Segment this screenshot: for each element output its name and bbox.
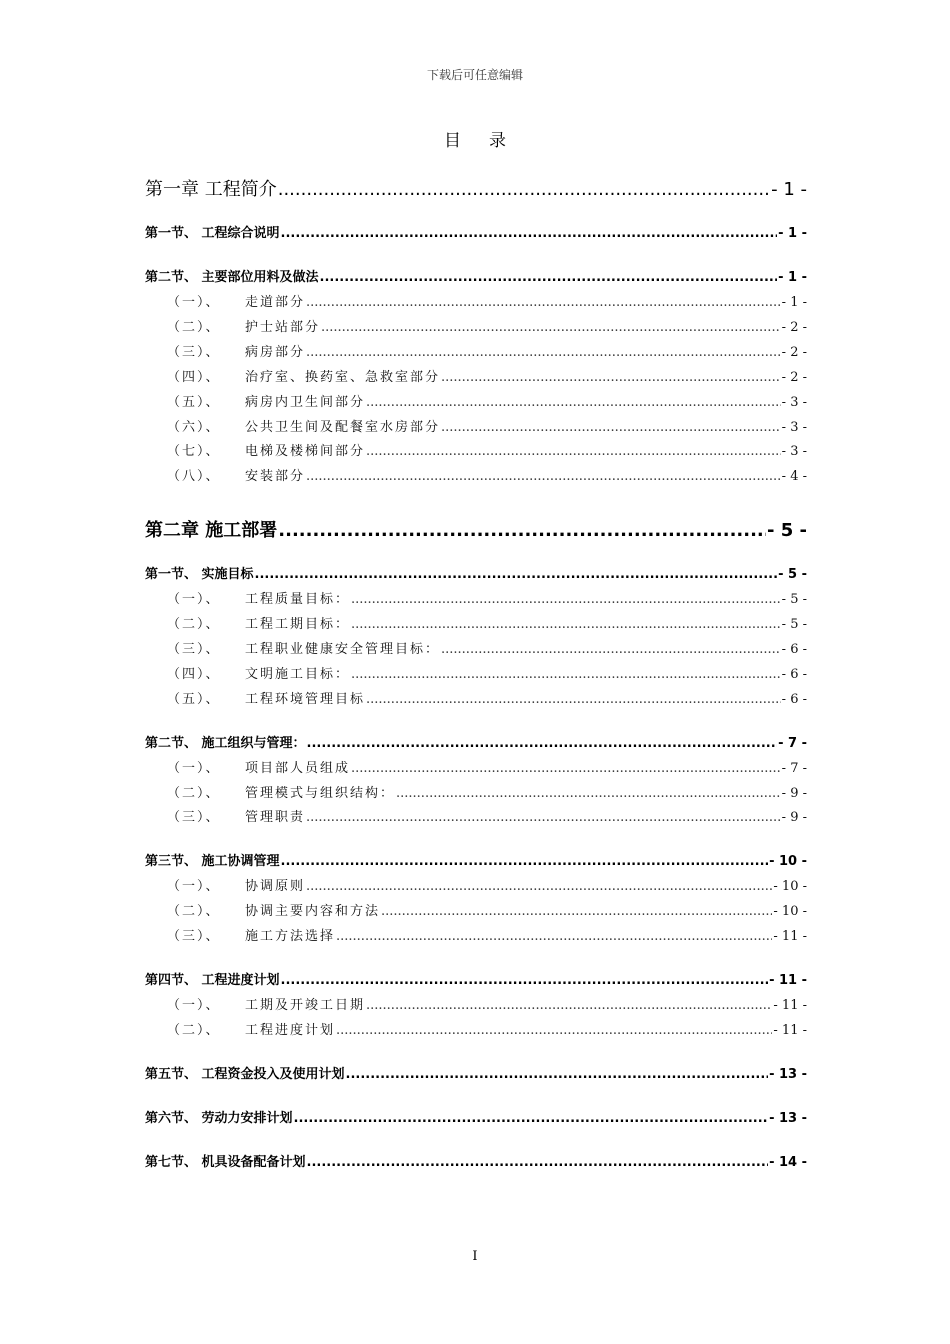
toc-item-label: 协调主要内容和方法 xyxy=(245,904,381,919)
toc-leader-dots xyxy=(281,852,769,872)
toc-leader-dots xyxy=(396,784,781,804)
toc-item-label: 协调原则 xyxy=(245,879,306,894)
toc-item-label: 电梯及楼梯间部分 xyxy=(245,444,366,459)
toc-page-number: - 11 - xyxy=(773,929,807,944)
toc-page-number: - 11 - xyxy=(773,998,807,1013)
toc-item-number: （三）、 xyxy=(167,345,221,360)
toc-chapter-label: 第二章 施工部署 xyxy=(145,520,278,541)
toc-item-number: （一）、 xyxy=(167,295,221,310)
toc-item[interactable] xyxy=(145,640,807,660)
toc-leader-dots xyxy=(381,902,772,922)
toc-section-label: 第七节、 机具设备配备计划 xyxy=(145,1155,306,1170)
toc-page-number: - 7 - xyxy=(781,761,807,776)
toc-item-number: （二）、 xyxy=(167,786,221,801)
toc-leader-dots xyxy=(441,640,781,660)
toc-item[interactable] xyxy=(145,442,807,462)
toc-section[interactable] xyxy=(145,565,807,585)
toc-item[interactable] xyxy=(145,902,807,922)
toc-item-number: （五）、 xyxy=(167,395,221,410)
toc-item-number: （八）、 xyxy=(167,469,221,484)
toc-leader-dots xyxy=(321,318,781,338)
toc-leader-dots xyxy=(366,996,772,1016)
toc-section[interactable] xyxy=(145,268,807,288)
toc-item[interactable] xyxy=(145,293,807,313)
toc-item-label: 病房内卫生间部分 xyxy=(245,395,366,410)
toc-item-number: （二）、 xyxy=(167,1023,221,1038)
toc-leader-dots xyxy=(366,442,781,462)
toc-page-number: - 13 - xyxy=(769,1067,807,1082)
toc-section-label: 第二节、 主要部位用料及做法 xyxy=(145,270,319,285)
toc-leader-dots xyxy=(441,418,781,438)
toc-section-label: 第六节、 劳动力安排计划 xyxy=(145,1111,293,1126)
toc-chapter-2[interactable] xyxy=(145,518,807,544)
toc-page-number: - 2 - xyxy=(781,320,807,335)
toc-leader-dots xyxy=(336,927,772,947)
toc-leader-dots xyxy=(351,615,781,635)
toc-leader-dots xyxy=(278,177,770,203)
toc-section-label: 第四节、 工程进度计划 xyxy=(145,973,280,988)
toc-leader-dots xyxy=(366,690,781,710)
toc-item-number: （三）、 xyxy=(167,642,221,657)
toc-item-label: 工程职业健康安全管理目标： xyxy=(245,642,441,657)
toc-item-label: 工程质量目标： xyxy=(245,592,351,607)
toc-leader-dots xyxy=(366,393,781,413)
toc-item-number: （二）、 xyxy=(167,320,221,335)
toc-item[interactable] xyxy=(145,467,807,487)
toc-section-label: 第五节、 工程资金投入及使用计划 xyxy=(145,1067,345,1082)
toc-item[interactable] xyxy=(145,318,807,338)
toc-page-number: - 6 - xyxy=(781,692,807,707)
toc-chapter-1[interactable] xyxy=(145,177,807,203)
toc-page-number: - 3 - xyxy=(781,420,807,435)
toc-page-number: - 2 - xyxy=(781,345,807,360)
toc-section-label: 第二节、 施工组织与管理： xyxy=(145,736,306,751)
toc-item-label: 公共卫生间及配餐室水房部分 xyxy=(245,420,441,435)
toc-item-label: 管理模式与组织结构： xyxy=(245,786,396,801)
toc-item[interactable] xyxy=(145,877,807,897)
toc-section[interactable] xyxy=(145,1109,807,1129)
toc-page-number: - 1 - xyxy=(778,226,807,241)
toc-item[interactable] xyxy=(145,690,807,710)
toc-page-number: - 9 - xyxy=(781,810,807,825)
toc-page-number: - 7 - xyxy=(778,736,807,751)
toc-item[interactable] xyxy=(145,418,807,438)
toc-page-number: - 6 - xyxy=(781,667,807,682)
toc-title: 目录 xyxy=(444,131,534,151)
toc-item-label: 工程环境管理目标 xyxy=(245,692,366,707)
toc-page-number: - 1 - xyxy=(781,295,807,310)
toc-page-number: - 10 - xyxy=(769,854,807,869)
toc-page-number: - 5 - xyxy=(767,520,807,541)
toc-item[interactable] xyxy=(145,927,807,947)
toc-section[interactable] xyxy=(145,971,807,991)
toc-item-label: 管理职责 xyxy=(245,810,306,825)
toc-page-number: - 3 - xyxy=(781,395,807,410)
toc-item[interactable] xyxy=(145,368,807,388)
toc-leader-dots xyxy=(306,343,781,363)
toc-leader-dots xyxy=(294,1109,769,1129)
toc-item[interactable] xyxy=(145,590,807,610)
toc-item-number: （七）、 xyxy=(167,444,221,459)
toc-section[interactable] xyxy=(145,1065,807,1085)
toc-leader-dots xyxy=(307,734,778,754)
toc-leader-dots xyxy=(351,665,781,685)
toc-item[interactable] xyxy=(145,665,807,685)
toc-page-number: - 13 - xyxy=(769,1111,807,1126)
toc-chapter-label: 第一章 工程简介 xyxy=(145,179,277,200)
toc-leader-dots xyxy=(255,565,778,585)
toc-item-label: 施工方法选择 xyxy=(245,929,336,944)
toc-item-label: 工程工期目标： xyxy=(245,617,351,632)
toc-leader-dots xyxy=(307,1153,769,1173)
toc-page-number: - 1 - xyxy=(771,179,807,200)
toc-item-number: （四）、 xyxy=(167,370,221,385)
toc-page-number: - 2 - xyxy=(781,370,807,385)
toc-item-label: 项目部人员组成 xyxy=(245,761,351,776)
toc-page-number: - 14 - xyxy=(769,1155,807,1170)
toc-item-label: 病房部分 xyxy=(245,345,306,360)
toc-page-number: - 10 - xyxy=(773,879,807,894)
toc-item[interactable] xyxy=(145,615,807,635)
toc-item-label: 治疗室、换药室、急救室部分 xyxy=(245,370,441,385)
toc-section[interactable] xyxy=(145,1153,807,1173)
toc-item[interactable] xyxy=(145,343,807,363)
toc-leader-dots xyxy=(351,759,781,779)
toc-page-number: - 5 - xyxy=(781,592,807,607)
toc-item-number: （一）、 xyxy=(167,879,221,894)
page-number-footer: I xyxy=(472,1249,478,1264)
toc-item-number: （六）、 xyxy=(167,420,221,435)
toc-leader-dots xyxy=(306,808,781,828)
toc-item[interactable] xyxy=(145,759,807,779)
toc-leader-dots xyxy=(346,1065,769,1085)
toc-item[interactable] xyxy=(145,1021,807,1041)
toc-leader-dots xyxy=(441,368,781,388)
toc-leader-dots xyxy=(336,1021,772,1041)
toc-item-number: （一）、 xyxy=(167,592,221,607)
toc-item-number: （三）、 xyxy=(167,810,221,825)
toc-leader-dots xyxy=(306,293,781,313)
toc-item-label: 安装部分 xyxy=(245,469,306,484)
toc-item-label: 走道部分 xyxy=(245,295,306,310)
toc-item-number: （二）、 xyxy=(167,617,221,632)
toc-page-number: - 3 - xyxy=(781,444,807,459)
toc-page-number: - 11 - xyxy=(769,973,807,988)
toc-section[interactable] xyxy=(145,852,807,872)
toc-leader-dots xyxy=(281,224,778,244)
toc-item-number: （四）、 xyxy=(167,667,221,682)
toc-leader-dots xyxy=(306,877,772,897)
toc-page-number: - 5 - xyxy=(778,567,807,582)
toc-leader-dots xyxy=(306,467,781,487)
toc-item-label: 护士站部分 xyxy=(245,320,321,335)
toc-leader-dots xyxy=(281,971,769,991)
toc-section[interactable] xyxy=(145,734,807,754)
toc-item[interactable] xyxy=(145,808,807,828)
toc-item-label: 工程进度计划 xyxy=(245,1023,336,1038)
toc-item-number: （三）、 xyxy=(167,929,221,944)
toc-item[interactable] xyxy=(145,393,807,413)
download-note-header: 下载后可任意编辑 xyxy=(426,68,523,82)
toc-item-label: 文明施工目标： xyxy=(245,667,351,682)
toc-leader-dots xyxy=(278,518,766,544)
toc-item-number: （一）、 xyxy=(167,998,221,1013)
toc-page-number: - 4 - xyxy=(781,469,807,484)
toc-page-number: - 11 - xyxy=(773,1023,807,1038)
toc-section-label: 第一节、 实施目标 xyxy=(145,567,254,582)
toc-section-label: 第一节、 工程综合说明 xyxy=(145,226,280,241)
toc-page-number: - 10 - xyxy=(773,904,807,919)
toc-item[interactable] xyxy=(145,996,807,1016)
toc-page-number: - 6 - xyxy=(781,642,807,657)
toc-item-label: 工期及开竣工日期 xyxy=(245,998,366,1013)
toc-page-number: - 9 - xyxy=(781,786,807,801)
toc-item-number: （一）、 xyxy=(167,761,221,776)
toc-item-number: （五）、 xyxy=(167,692,221,707)
toc-item[interactable] xyxy=(145,784,807,804)
toc-leader-dots xyxy=(351,590,781,610)
toc-page-number: - 1 - xyxy=(778,270,807,285)
toc-section[interactable] xyxy=(145,224,807,244)
toc-leader-dots xyxy=(320,268,778,288)
toc-item-number: （二）、 xyxy=(167,904,221,919)
toc-section-label: 第三节、 施工协调管理 xyxy=(145,854,280,869)
toc-page-number: - 5 - xyxy=(781,617,807,632)
